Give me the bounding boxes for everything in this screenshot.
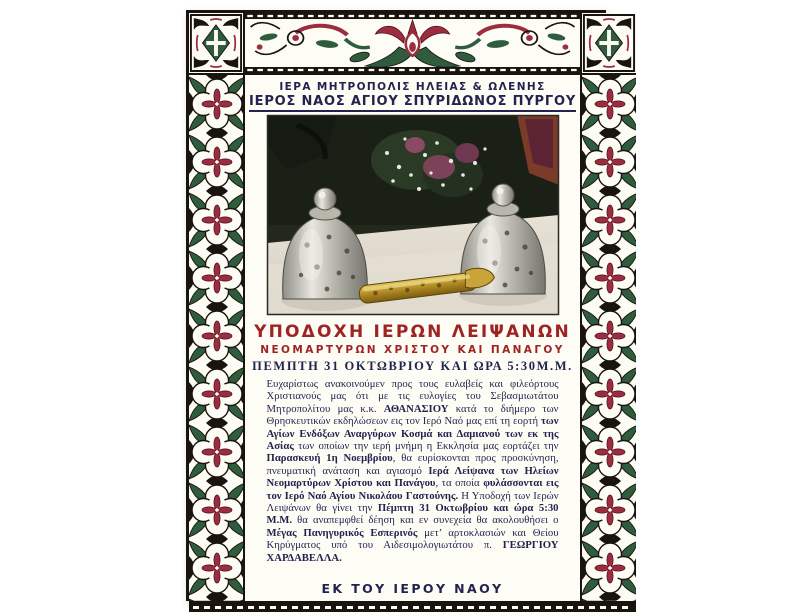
left-ornament-column	[189, 75, 245, 601]
body-text-segment: κατά το διήμερο των Θρησκευτικών εκδηλώσεων εις τον Ιερό Ναό μας επί τη εορτή	[266, 402, 559, 428]
reliquaries-photo-image	[267, 115, 559, 315]
body-text-segment: , τα οποία	[435, 477, 484, 490]
reliquaries-photo	[267, 115, 559, 315]
floral-scroll-ornament	[245, 13, 580, 73]
church-name-header: ΙΕΡΟΣ ΝΑΟΣ ΑΓΙΟΥ ΣΠΥΡΙΔΩΝΟΣ ΠΥΡΓΟΥ	[249, 94, 576, 112]
subtitle: ΝΕΟΜΑΡΤΥΡΩΝ ΧΡΙΣΤΟΥ ΚΑΙ ΠΑΝΑΓΟΥ	[260, 344, 565, 356]
main-title: ΥΠΟΔΟΧΗ ΙΕΡΩΝ ΛΕΙΨΑΝΩΝ	[254, 322, 571, 342]
body-paragraph	[267, 378, 559, 564]
metropolis-header: ΙΕΡΑ ΜΗΤΡΟΠΟΛΙΣ ΗΛΕΙΑΣ & ΩΛΕΝΗΣ	[279, 81, 546, 93]
diamond-cross-ornament-icon	[189, 13, 243, 73]
body-text-segment: φυλάσσονται εις τον Ιερό Ναό Αγίου Νικολάου Γαστούνης.	[266, 477, 559, 502]
quatrefoil-border-pattern	[582, 75, 636, 601]
diamond-cross-ornament-icon	[582, 13, 636, 73]
body-text-segment: Παρασκευή 1η Νοεμβρίου	[266, 452, 393, 465]
body-text-segment: ΑΘΑΝΑΣΙΟΥ	[383, 402, 449, 415]
body-text-segment: μετ’ αρτοκλασιών και Θείου Κηρύγματος υπό του Αιδεσιμολογιωτάτου π.	[266, 526, 559, 552]
body-text-segment: ΓΕΩΡΓΙΟΥ ΧΑΡΔΑΒΕΛΛΑ.	[266, 539, 559, 564]
body-text-segment: Μέγας Πανηγυρικός Εσπερινός	[266, 526, 418, 539]
body-text-segment: Ιερά Λείψανα των Ηλείων Νεομαρτύρων Χρίστου και Πανάγου	[266, 464, 559, 490]
body-text-segment: Πέμπτη 31 Οκτωβρίου και ώρα 5:30 Μ.Μ.	[266, 502, 559, 527]
church-announcement-poster	[186, 10, 606, 601]
right-ornament-column	[580, 75, 636, 601]
body-text-segment: Ευχαρίστως ανακοινούμεν προς τους ευλαβείς και φιλεόρτους Χριστιανούς μας ότι με τις ευλογίες του Σεβασμιωτάτου Μητροπολίτου μας κ.κ.	[266, 378, 559, 415]
date-time-line: ΠΕΜΠΤΗ 31 ΟΚΤΩΒΡΙΟΥ ΚΑΙ ΩΡΑ 5:30Μ.Μ.	[252, 359, 573, 373]
top-ornament-band	[245, 13, 580, 75]
body-text-segment: θα αναπεμφθεί δέηση και εν συνεχεία θα ακολουθήσει ο	[292, 514, 559, 527]
body-text-segment: , θα ευρίσκονται προς προσκύνηση, πνευματική ανάταση και αγιασμό	[266, 452, 559, 477]
footer-signature: ΕΚ ΤΟΥ ΙΕΡΟΥ ΝΑΟΥ	[321, 580, 504, 596]
quatrefoil-border-pattern	[189, 75, 243, 601]
body-text-segment: των οποίων την ιερή μνήμη η Εκκλησία μας εορτάζει την	[293, 440, 559, 453]
body-text-segment: Η Υποδοχή των Ιερών Λειψάνων θα γίνει την	[266, 489, 559, 515]
poster-content	[245, 75, 580, 601]
bottom-ornament-strip	[189, 601, 636, 612]
corner-ornament-top-right	[580, 13, 636, 75]
body-text-segment: των Αγίων Ενδόξων Αναργύρων Κοσμά και Δαμιανού των εκ της Ασίας	[266, 415, 559, 453]
corner-ornament-top-left	[189, 13, 245, 75]
